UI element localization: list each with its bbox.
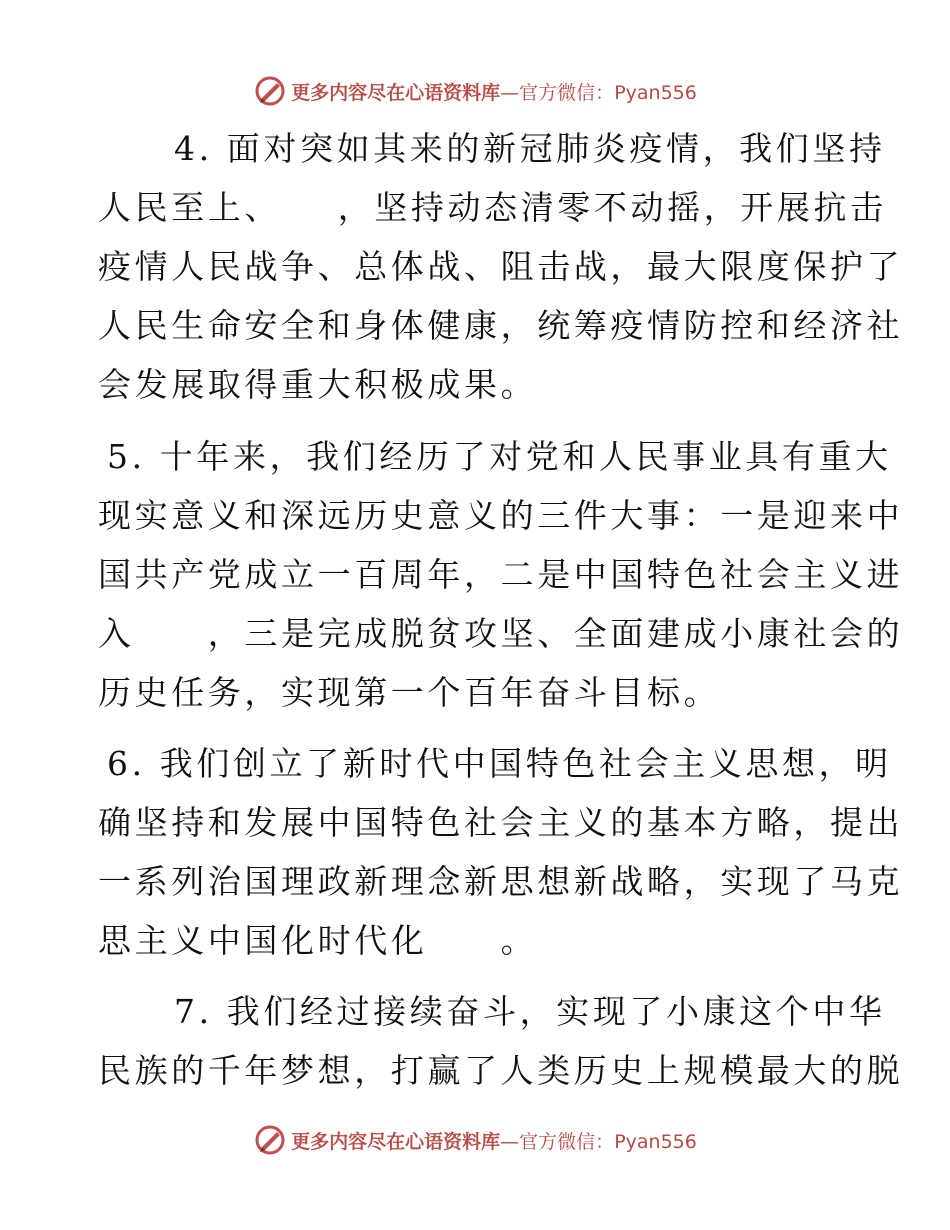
banner-wechat-label: 官方微信： (519, 81, 615, 104)
banner-wechat-id: Pyan556 (614, 81, 697, 104)
banner-wechat-label: 官方微信： (519, 1130, 615, 1153)
footer-banner (0, 1123, 950, 1157)
pen-logo-icon (253, 1123, 287, 1157)
text-line: 国共产党成立一百周年，二是中国特色社会主义进 (98, 555, 904, 594)
banner-dash: — (500, 1130, 520, 1153)
text-line: 历史任务，实现第一个百年奋斗目标。 (98, 673, 721, 712)
text-line: 人民至上、 ，坚持动态清零不动摇，开展抗击 (98, 188, 887, 227)
text-line: 会发展取得重大积极成果。 (98, 365, 538, 404)
banner-text (291, 78, 697, 105)
banner-site-text: 更多内容尽在心语资料库 (291, 1130, 501, 1153)
text-line: 思主义中国化时代化 。 (98, 921, 538, 960)
text-line: 确坚持和发展中国特色社会主义的基本方略，提出 (98, 803, 904, 842)
text-line: 7. 我们经过接续奋斗，实现了小康这个中华 (174, 992, 886, 1031)
text-line: 一系列治国理政新理念新思想新战略，实现了马克 (98, 862, 904, 901)
text-line: 现实意义和深远历史意义的三件大事：一是迎来中 (98, 496, 904, 535)
text-line: 5. 十年来，我们经历了对党和人民事业具有重大 (107, 437, 892, 476)
banner-dash: — (500, 81, 520, 104)
text-line: 入 ，三是完成脱贫攻坚、全面建成小康社会的 (98, 614, 904, 653)
text-line: 4. 面对突如其来的新冠肺炎疫情，我们坚持 (174, 129, 886, 168)
banner-text (291, 1127, 697, 1154)
text-line: 6. 我们创立了新时代中国特色社会主义思想，明 (107, 744, 892, 783)
text-line: 人民生命安全和身体健康，统筹疫情防控和经济社 (98, 306, 904, 345)
banner-site-text: 更多内容尽在心语资料库 (291, 81, 501, 104)
header-banner (0, 74, 950, 108)
text-line: 疫情人民战争、总体战、阻击战，最大限度保护了 (98, 247, 904, 286)
pen-logo-icon (253, 74, 287, 108)
banner-wechat-id: Pyan556 (614, 1130, 697, 1153)
text-line: 民族的千年梦想，打赢了人类历史上规模最大的脱 (98, 1051, 904, 1090)
